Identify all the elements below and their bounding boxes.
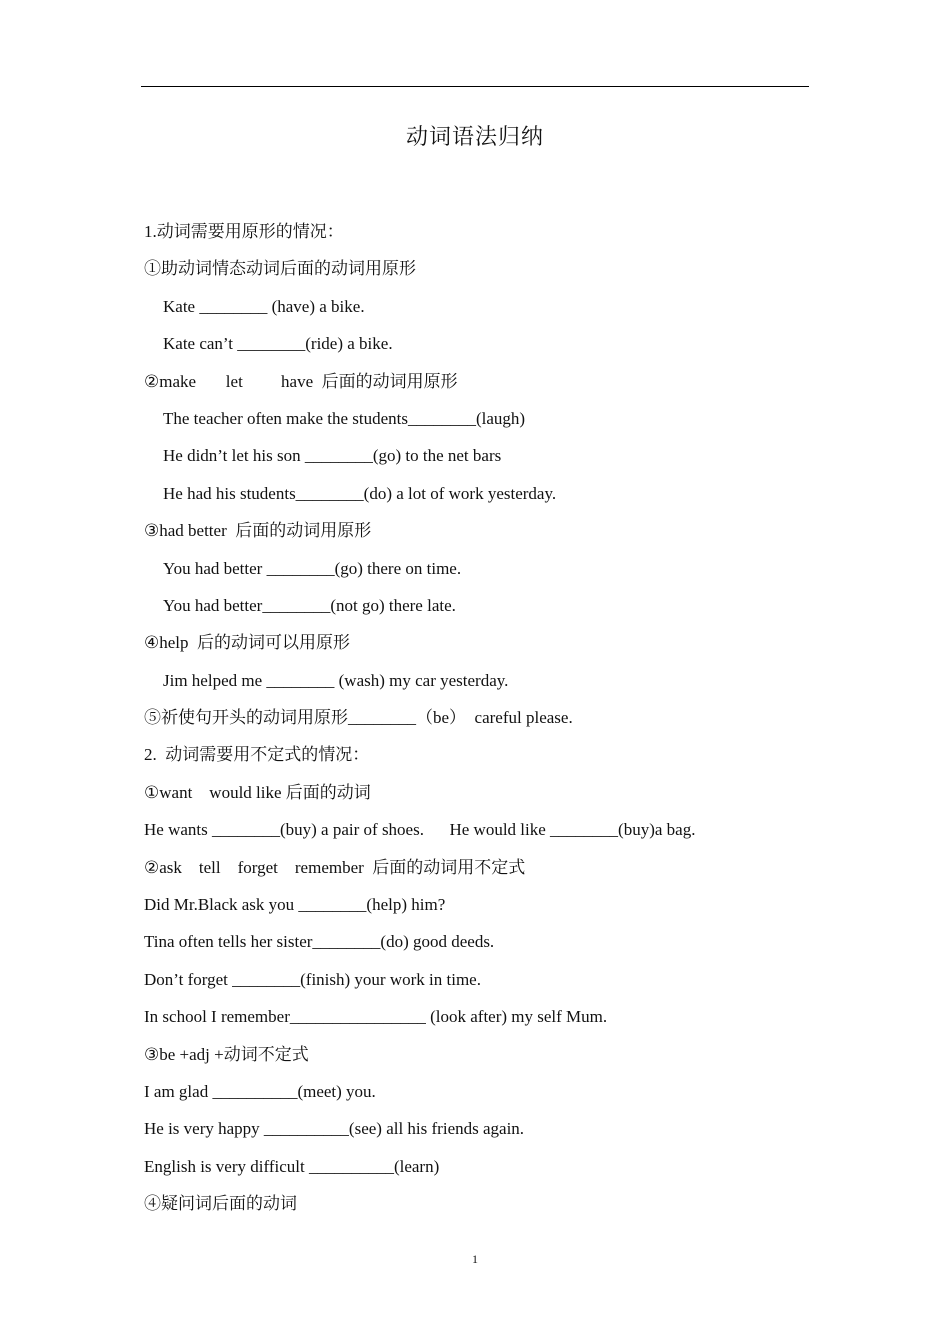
header-rule: [141, 86, 809, 87]
text-line: He had his students________(do) a lot of work yesterday.: [163, 483, 557, 503]
text-line: ②ask tell forget remember 后面的动词用不定式: [144, 857, 526, 877]
text-line: ③be +adj +动词不定式: [144, 1044, 309, 1064]
page-title: 动词语法归纳: [405, 124, 544, 149]
text-line: Kate can’t ________(ride) a bike.: [163, 334, 393, 354]
text-line: ④疑问词后面的动词: [144, 1194, 297, 1214]
text-line: English is very difficult __________(learn): [144, 1156, 440, 1176]
text-line: ①助动词情态动词后面的动词用原形: [144, 259, 416, 279]
text-line: Tina often tells her sister________(do) good deeds.: [144, 932, 495, 952]
text-line: 1.动词需要用原形的情况：: [144, 222, 344, 241]
text-line: Kate ________ (have) a bike.: [163, 296, 365, 316]
document-body: [144, 218, 824, 1228]
text-line: In school I remember________________ (look after) my self Mum.: [144, 1007, 608, 1027]
text-line: ④help 后的动词可以用原形: [144, 633, 351, 653]
text-line: The teacher often make the students________(laugh): [163, 408, 526, 428]
text-line: He wants ________(buy) a pair of shoes. He would like ________(buy)a bag.: [144, 820, 696, 840]
text-line: He didn’t let his son ________(go) to the net bars: [163, 446, 502, 466]
text-line: He is very happy __________(see) all his friends again.: [144, 1119, 525, 1139]
text-line: Don’t forget ________(finish) your work in time.: [144, 969, 481, 989]
text-line: ②make let have 后面的动词用原形: [144, 371, 458, 391]
text-line: Jim helped me ________ (wash) my car yesterday.: [163, 670, 509, 690]
text-line: Did Mr.Black ask you ________(help) him?: [144, 895, 446, 915]
text-line: You had better ________(go) there on time.: [163, 558, 462, 578]
text-line: ③had better 后面的动词用原形: [144, 521, 372, 541]
text-line: 2. 动词需要用不定式的情况：: [144, 745, 370, 765]
text-line: ⑤祈使句开头的动词用原形________（be） careful please.: [144, 708, 573, 728]
text-line: ①want would like 后面的动词: [144, 782, 371, 802]
text-line: You had better________(not go) there late.: [163, 595, 456, 615]
text-line: I am glad __________(meet) you.: [144, 1081, 376, 1101]
page-number: 1: [472, 1252, 478, 1266]
